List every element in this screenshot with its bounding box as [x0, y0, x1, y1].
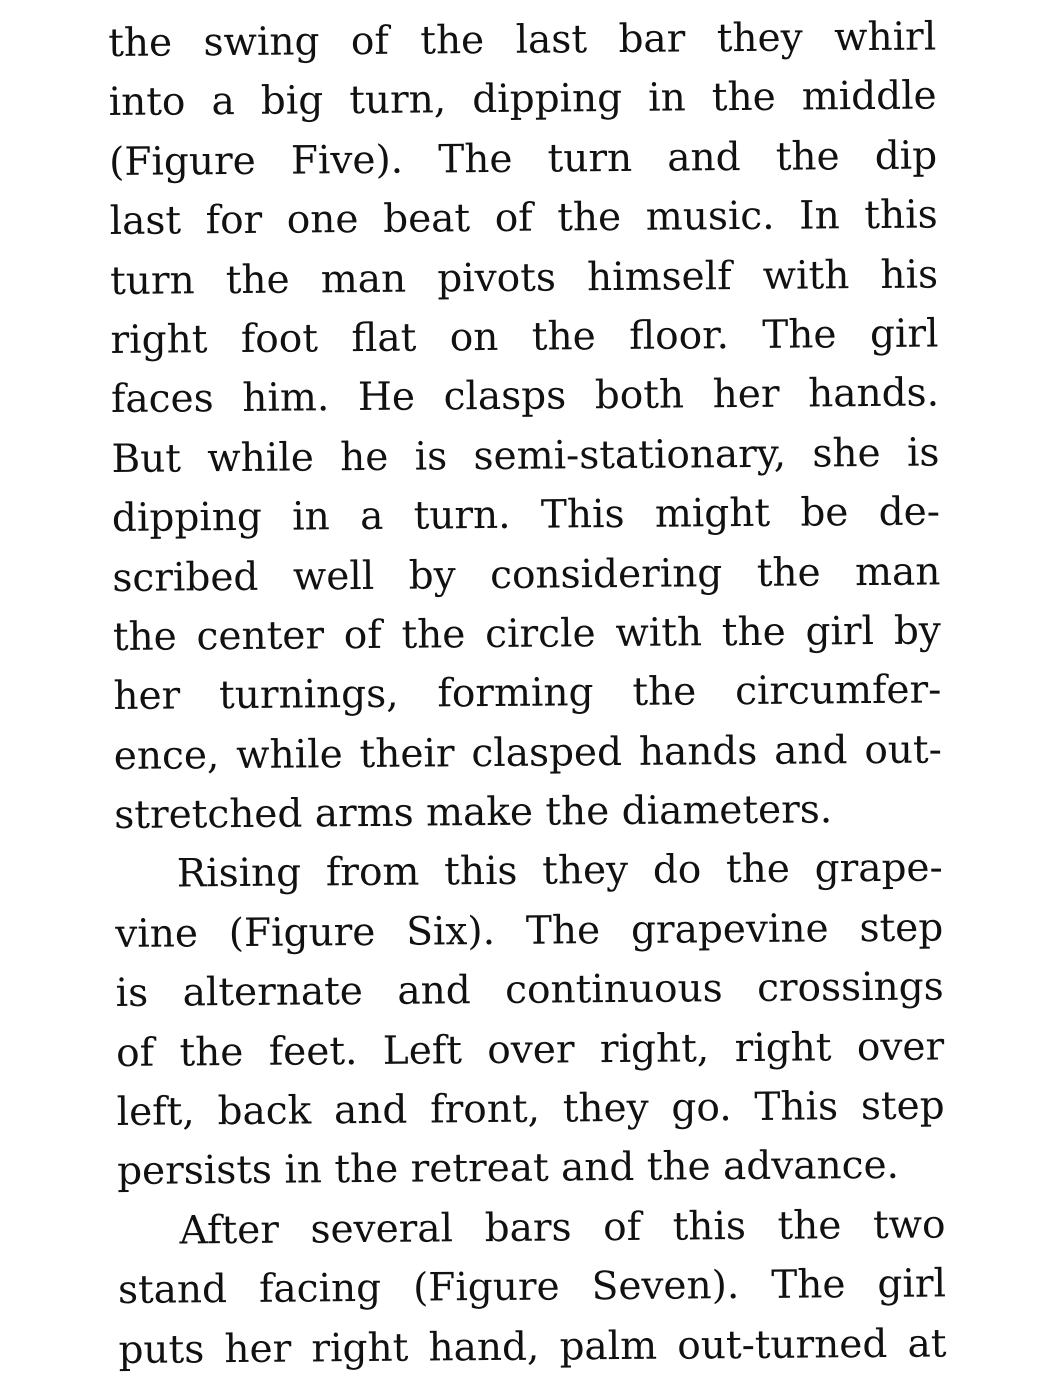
text-line: stretched arms make the diameters. — [114, 787, 833, 839]
text-line: (Figure Five). The turn and the dip — [108, 133, 938, 185]
text-line: puts her right hand, palm out-turned at — [118, 1321, 947, 1373]
text-line: into a big turn, dipping in the middle — [108, 73, 937, 126]
text-line: stand facing (Figure Seven). The girl — [117, 1261, 947, 1314]
text-line: persists in the retreat and the advance. — [116, 1143, 900, 1195]
text-line: turn the man pivots himself with his — [109, 252, 939, 304]
text-line: the center of the circle with the girl by — [112, 608, 942, 660]
text-line: the swing of the last bar they whirl — [108, 14, 937, 66]
text-line: left, back and front, they go. This step — [116, 1083, 945, 1135]
text-line: After several bars of this the two — [179, 1202, 946, 1254]
text-line: last for one beat of the music. In this — [109, 192, 938, 245]
text-line: is alternate and continuous crossings — [115, 964, 944, 1017]
text-line: dipping in a turn. This might be de- — [111, 489, 941, 542]
text-line: her turnings, forming the circumfer- — [113, 667, 942, 720]
body-text — [108, 7, 947, 1379]
text-line: Rising from this they do the grape- — [176, 845, 943, 897]
text-line: faces him. He clasps both her hands. — [110, 370, 940, 423]
text-line: of the feet. Left over right, right over — [115, 1024, 945, 1076]
text-line: But while he is semi-stationary, she is — [111, 430, 940, 482]
text-line: right foot flat on the floor. The girl — [110, 311, 939, 363]
text-line: vine (Figure Six). The grapevine step — [115, 905, 944, 957]
text-line: scribed well by considering the man — [112, 548, 941, 601]
text-line: ence, while their clasped hands and out- — [113, 727, 942, 779]
